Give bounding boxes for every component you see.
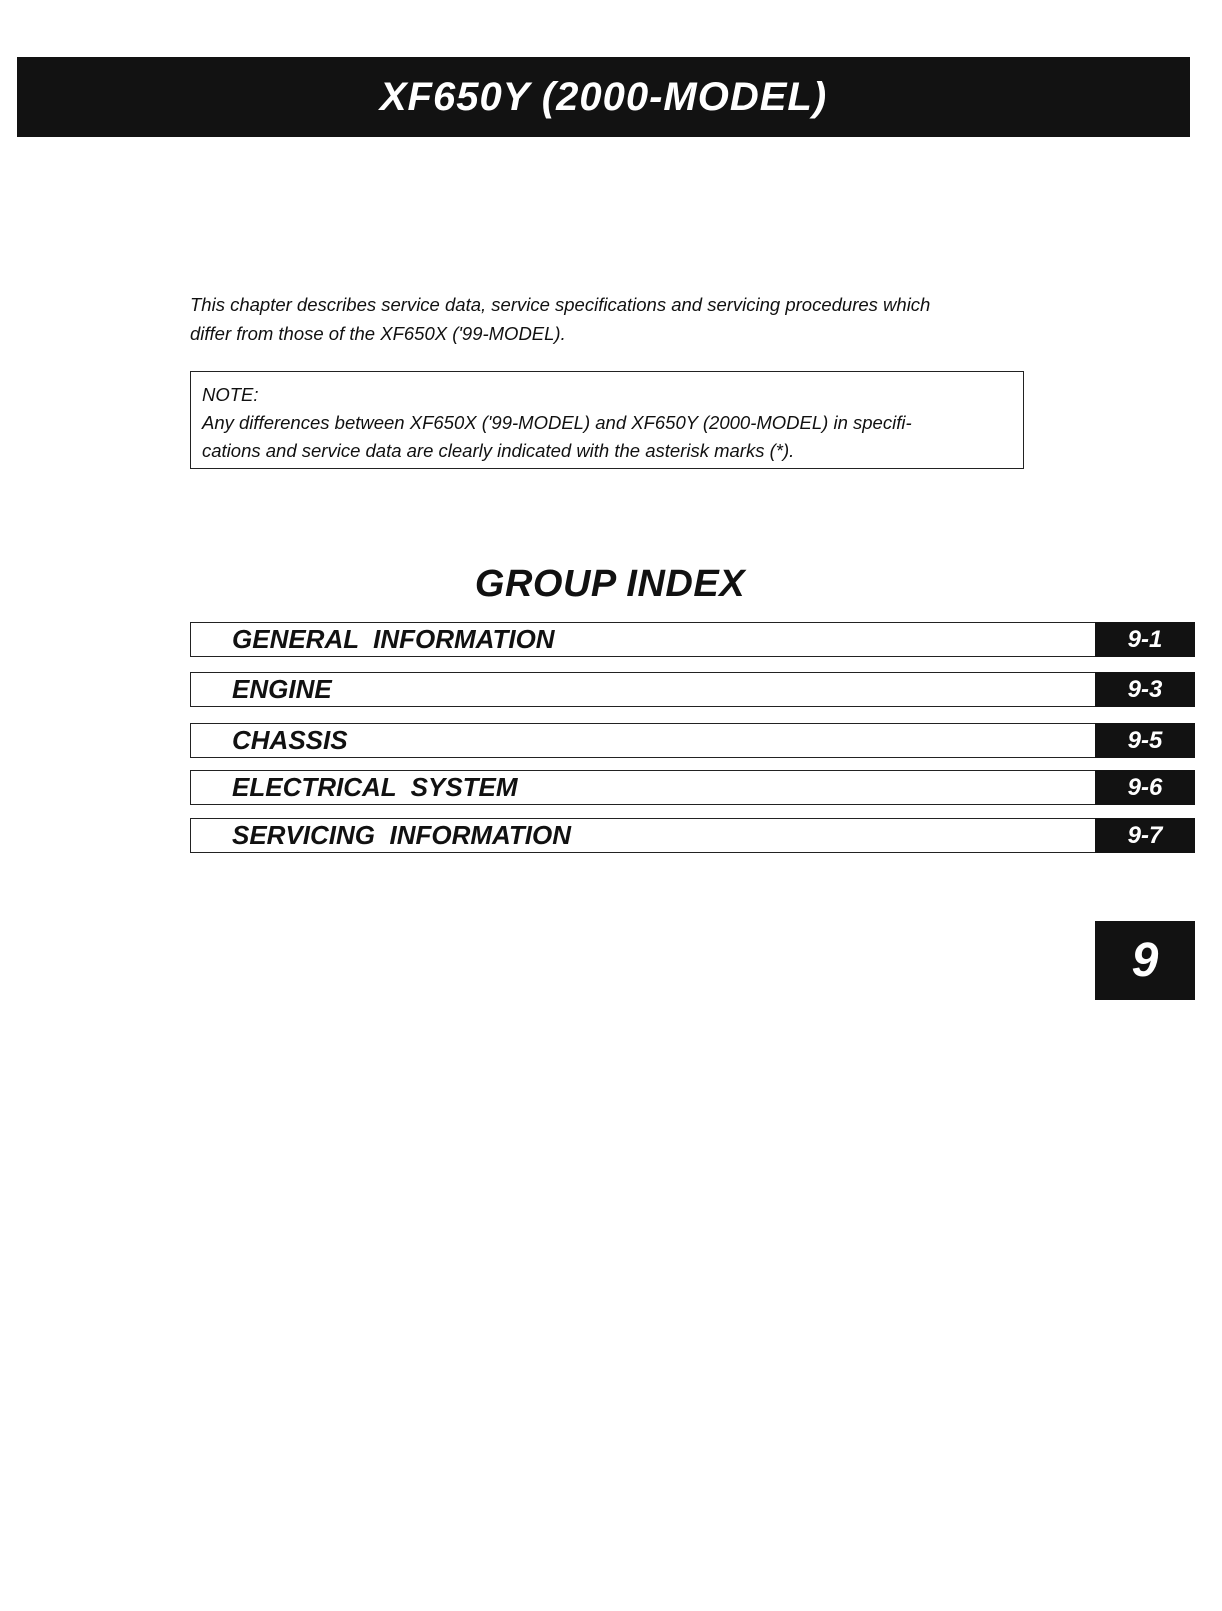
intro-paragraph [190, 290, 1030, 348]
index-label[interactable]: ELECTRICAL SYSTEM [190, 770, 1096, 805]
index-page-number[interactable]: 9-7 [1095, 818, 1195, 853]
index-row-servicing-information[interactable] [190, 818, 1190, 853]
intro-line-2: differ from those of the XF650X ('99-MODEL). [190, 323, 566, 344]
index-page-number[interactable]: 9-5 [1095, 723, 1195, 758]
note-box [190, 371, 1024, 469]
intro-line-1: This chapter describes service data, service specifications and servicing procedures which [190, 294, 931, 315]
index-label[interactable]: ENGINE [190, 672, 1096, 707]
note-line-2: cations and service data are clearly indicated with the asterisk marks (*). [202, 440, 795, 461]
chapter-tab: 9 [1095, 921, 1195, 1000]
note-heading: NOTE: [202, 384, 259, 405]
index-row-general-information[interactable] [190, 622, 1190, 657]
index-label[interactable]: GENERAL INFORMATION [190, 622, 1096, 657]
index-row-engine[interactable] [190, 672, 1190, 707]
note-line-1: Any differences between XF650X ('99-MODEL) and XF650Y (2000-MODEL) in specifi- [202, 412, 912, 433]
index-page-number[interactable]: 9-3 [1095, 672, 1195, 707]
index-row-chassis[interactable] [190, 723, 1190, 758]
group-index-heading: GROUP INDEX [474, 563, 746, 605]
index-label[interactable]: CHASSIS [190, 723, 1096, 758]
title-bar [17, 57, 1190, 137]
page-title: XF650Y (2000-MODEL) [379, 74, 828, 119]
index-page-number[interactable]: 9-6 [1095, 770, 1195, 805]
index-row-electrical-system[interactable] [190, 770, 1190, 805]
index-page-number[interactable]: 9-1 [1095, 622, 1195, 657]
index-label[interactable]: SERVICING INFORMATION [190, 818, 1096, 853]
